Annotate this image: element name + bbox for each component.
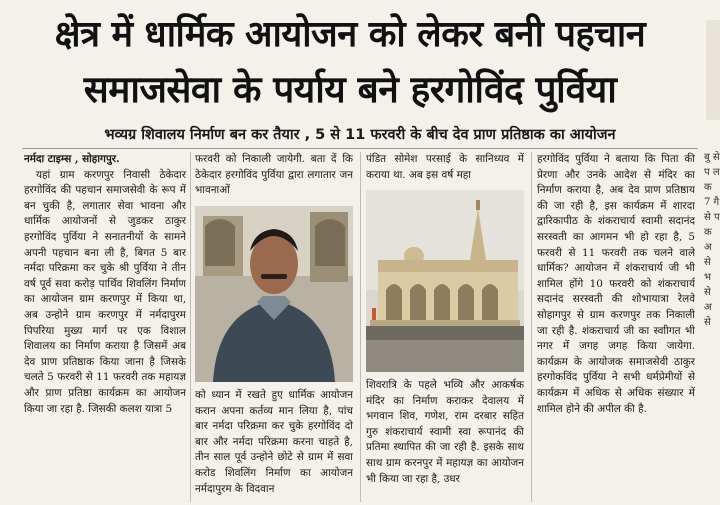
column-divider bbox=[360, 152, 361, 502]
column-divider bbox=[531, 152, 532, 502]
article-column-2-bottom: को ध्यान में रखते हुए धार्मिक आयोजन करान अपना कर्तव्य मान लिया है, पांच बार नर्मदा परिक्रमा कर चुके हरगोविंद दो बार और नर्मदा परिक्रमा करना चाहते है, तीन साल पूर्व उन्होने छोटे से ग्राम में सवा करोड शिवलिंग निर्माण का आयोजन नर्मदापुरम के विदवान bbox=[195, 389, 353, 495]
divider-rule bbox=[22, 148, 698, 149]
article-column-3-top: पंडित सोमेश परसाई के सानिध्यव में कराया था. अब इस वर्ष महा bbox=[366, 153, 524, 181]
temple-photo-image bbox=[366, 190, 524, 372]
headline-line-2: समाजसेवा के पर्याय बने हरगोविंद पुर्विया bbox=[83, 68, 617, 111]
article-column-2-top: फरवरी को निकाली जायेगी. बता दें कि ठेकेदार हरगोविंद पुर्विया द्वारा लगातार जन भावनाओं bbox=[195, 153, 353, 197]
column-text: यहां ग्राम करणपुर निवासी ठेकेदार हरगोविंद की पहचान समाजसेवी के रूप में बन चुकी है, लगातार सेवा भावना और धार्मिक आयोजनों से जुडकर ठाकुर हरगोविंद पुर्विया ने सनातनीयों के सामने अपनी पहचान बना ली है, बिगत 5 बार नर्मदा परिक्रमा कर चुके श्री पुर्विया ने तीन वर्ष पूर्व सवा करोड़ पार्थिव शिवलिंग निर्माण का आयोजन ग्राम करणपुर में किया था, अब उन्होने ग्राम करणपुर में नर्मदापुरम पिपरिया मुख्य मार्ग पर एक विशाल शिवालय का निर्माण कराया है जिसमें अब देव प्राण प्रतिष्ठाक किया जाना है जिसके चलते 5 फरवरी से 11 फरवरी तक महायज्ञ और प्राण प्रतिष्ठा कार्यक्रम का आयोजन किया जा रहा है. जिसकी कलश यात्रा 5 bbox=[24, 168, 186, 415]
headline-line-1: क्षेत्र में धार्मिक आयोजन को लेकर बनी पहचान bbox=[54, 14, 646, 55]
article-column-4: हरगोविंद पुर्विया ने बताया कि पिता की प्रेरणा और उनके आदेश से मंदिर का निर्माण कराया है, अब देव प्राण प्रतिष्ठाय की जा रही है, इस कार्यक्रम में शारदा द्वारिकापीठ के शंकराचार्य स्वामी सदानंद सरस्वती का आगमन भी हो रहा है, 5 फरवरी से 11 फरवरी तक चलने वाले धार्मिक? आयोजन में शंकराचार्य जी भी शामिल होंगे 10 फरवरी को शंकराचार्य सदानंद सरस्वती की शोभायात्रा रेलवे सोहागपुर से ग्राम करणपुर तक निकाली जा रही है. शंकराचार्य जी का स्वाीगत भी नगर में जगह जगह किया जायेगा. कार्यक्रम के आयोजक समाजसेवी ठाकुर हरगोकविंद पुर्विया ने सभी धर्मप्रेमीयों से कार्यक्रम में अधिक से अधिक संख्यार में शामिल होने की अपील की है. bbox=[537, 153, 695, 415]
adjacent-article-edge bbox=[706, 20, 720, 120]
portrait-photo bbox=[195, 206, 353, 382]
portrait-photo-image bbox=[195, 206, 353, 382]
adjacent-article-text: बु से प ल क 7 गै से प क अ से भ से अ से bbox=[704, 152, 720, 328]
byline: नर्मदा टाइम्स , सोहागपुर. bbox=[24, 153, 120, 165]
subheadline: भव्यग्र शिवालय निर्माण बन कर तैयार , 5 से 11 फरवरी के बीच देव प्राण प्रतिष्ठाक का आयोजन bbox=[104, 127, 616, 143]
article-column-1 bbox=[24, 152, 186, 502]
column-divider bbox=[190, 152, 191, 502]
article-column-3-bottom: शिवरात्रि के पहले भव्यि और आकर्षक मंदिर का निर्माण कराकर देवालय में भगवान शिव, गणेश, राम दरबार सहित गुरु शंकराचार्य स्वामी स्वा रूपानंद की प्रतिमा स्थापित की जा रही है. इसके साथ साथ ग्राम करनपुर में महायज्ञ का आयोजन भी किया जा रहा है, उधर bbox=[366, 379, 524, 485]
temple-photo bbox=[366, 190, 524, 372]
